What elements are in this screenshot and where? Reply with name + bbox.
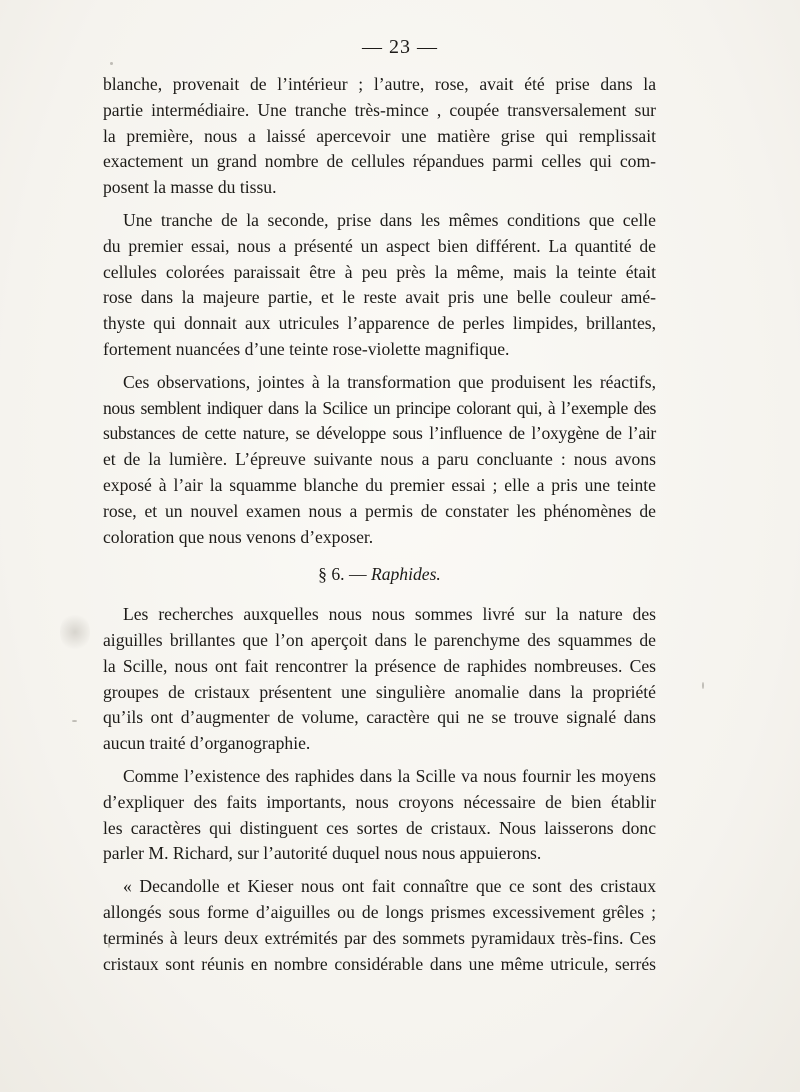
text-line: fortement nuancées d’une teinte rose-violette magnifique. [103,338,510,359]
text-line: Les recherches auxquelles nous nous sommes livré sur la nature des [123,604,656,625]
text-line: terminés à leurs deux extrémités par des sommets pyramidaux très-fins. Ces [103,927,656,948]
paragraph [103,874,656,977]
text-line: thyste qui donnait aux utricules l’apparence de perles limpides, brillantes, [103,313,656,334]
ink-speck [72,720,77,722]
text-line: posent la masse du tissu. [103,177,277,198]
text-line: « Decandolle et Kieser nous ont fait connaître que ce sont des cristaux [123,876,656,897]
paragraph [103,208,656,363]
text-line: les caractères qui distinguent ces sortes de cristaux. Nous laisserons donc [103,817,656,838]
text-line: du premier essai, nous a présenté un aspect bien différent. La quantité de [103,235,656,256]
section-number: § 6. — [318,564,367,585]
paragraph [103,72,656,201]
body-text [103,72,656,984]
text-line: et de la lumière. L’épreuve suivante nous a paru concluante : nous avons [103,449,656,470]
text-line: cristaux sont réunis en nombre considérable dans une même utricule, serrés [103,953,656,974]
text-line: parler M. Richard, sur l’autorité duquel nous nous appuierons. [103,843,542,864]
text-line: la première, nous a laissé apercevoir une matière grise qui remplissait [103,125,656,146]
text-line: d’expliquer des faits importants, nous croyons nécessaire de bien établir [103,791,656,812]
text-line: exactement un grand nombre de cellules répandues parmi celles qui com- [103,151,656,172]
text-line: nous semblent indiquer dans la Scilice un principe colorant qui, à l’exemple des [103,397,656,418]
text-line: rose dans la majeure partie, et le reste avait pris une belle couleur amé- [103,287,656,308]
text-line: Une tranche de la seconde, prise dans les mêmes conditions que celle [123,209,656,230]
text-line: rose, et un nouvel examen nous a permis de constater les phénomènes de [103,500,656,521]
text-line: Comme l’existence des raphides dans la Scille va nous fournir les moyens [123,765,656,786]
text-line: exposé à l’air la squamme blanche du premier essai ; elle a pris une teinte [103,474,656,495]
text-line: Ces observations, jointes à la transformation que produisent les réactifs, [123,371,656,392]
page-number: — 23 — [362,36,438,58]
text-line: cellules colorées paraissait être à peu près la même, mais la teinte était [103,261,656,282]
text-line: partie intermédiaire. Une tranche très-mince , coupée transversalement sur [103,99,656,120]
section-heading [103,562,656,588]
text-line: blanche, provenait de l’intérieur ; l’autre, rose, avait été prise dans la [103,74,656,94]
paper-stain [60,612,90,652]
text-line: substances de cette nature, se développe sous l’influence de l’oxygène de l’air [103,423,656,444]
text-line: aucun traité d’organographie. [103,733,311,754]
ink-speck [702,682,704,689]
text-line: aiguilles brillantes que l’on aperçoit dans le parenchyme des squammes de [103,629,656,650]
paragraph [103,764,656,867]
paragraph [103,370,656,551]
text-line: coloration que nous venons d’exposer. [103,526,374,547]
text-line: groupes de cristaux présentent une singulière anomalie dans la propriété [103,681,656,702]
ink-speck [110,62,113,65]
text-line: la Scille, nous ont fait rencontrer la présence de raphides nombreuses. Ces [103,655,656,676]
text-line: qu’ils ont d’augmenter de volume, caractère qui ne se trouve signalé dans [103,707,656,728]
section-title: Raphides. [370,564,441,585]
paragraph [103,602,656,757]
text-line: allongés sous forme d’aiguilles ou de longs prismes excessivement grêles ; [103,901,656,922]
